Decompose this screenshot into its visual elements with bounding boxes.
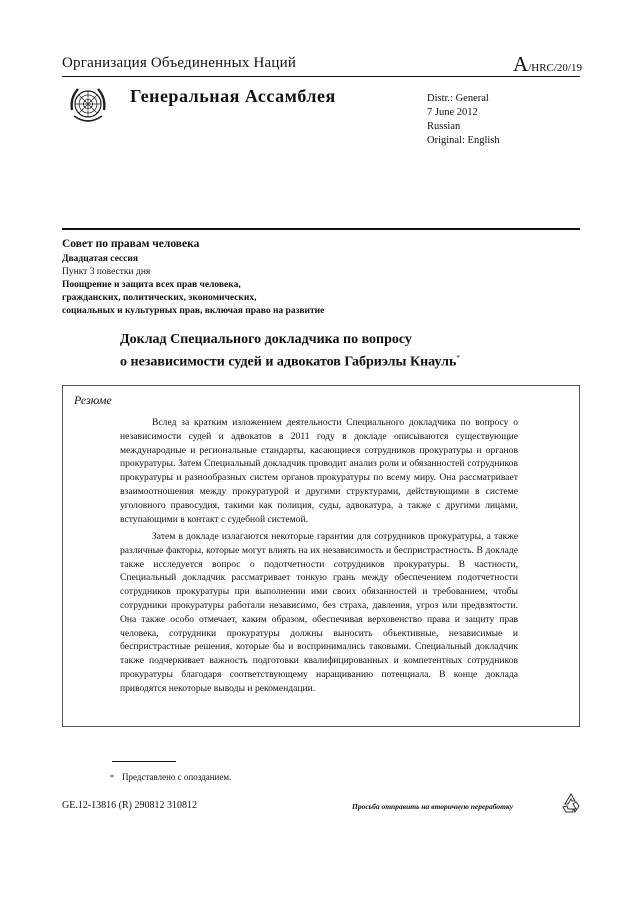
summary-paragraph-1 — [120, 416, 518, 526]
summary-paragraph-2 — [120, 530, 518, 696]
distr-line: Distr.: General — [427, 93, 489, 104]
symbol-code: /HRC/20/19 — [528, 62, 582, 74]
language-line: Russian — [427, 121, 461, 132]
agenda-title-line: Поощрение и защита всех прав человека, — [62, 280, 241, 290]
council-name: Совет по правам человека — [62, 238, 200, 250]
header-thick-rule — [62, 228, 580, 230]
footnote — [110, 772, 231, 782]
recycle-note: Просьба отправить на вторичную переработку — [352, 802, 514, 811]
agenda-title-line: социальных и культурных прав, включая право на развитие — [62, 306, 325, 316]
agenda-title — [62, 279, 422, 318]
symbol-letter: A — [513, 52, 529, 76]
footnote-marker: * — [456, 354, 460, 362]
footnote-rule — [112, 761, 176, 762]
job-number: GE.12-13816 (R) 290812 310812 — [62, 800, 197, 811]
footnote-star: * — [110, 773, 114, 782]
date-line: 7 June 2012 — [427, 107, 478, 118]
summary-label: Резюме — [74, 393, 112, 407]
recycle-icon — [560, 792, 582, 814]
report-title-line: Доклад Специального докладчика по вопросу — [120, 332, 412, 347]
summary-paragraph-2-text: Затем в докладе излагаются некоторые гарантии для сотрудников прокуратуры, а также различные факторы, которые могут влиять на их независимость и беспристрастность. В докладе также исследуется вопрос о подотчетности сотрудников прокуратуры. В частности, Специальный докладчик рассматривает тонкую грань между обеспечением подотчетности сотрудников прокуратуры при выполнении ими своих обязанностей и требованием, чтобы сотрудники прокуратуры работали независимо, без страха, давления, угроз или предвзятости. Она также особо отмечает, каким образом, обеспечивая верховенство права и защиту прав человека, сотрудники прокуратуры должны выносить объективные, независимые и беспристрастные решения, которые бы и воспринимались таковыми. Специальный докладчик также подчеркивает важность подготовки квалифицированных и компетентных сотрудников прокуратуры благодаря соответствующему наращиванию потенциала. В конце доклада приводятся некоторые выводы и рекомендации. — [120, 531, 518, 694]
agenda-item: Пункт 3 повестки дня — [62, 267, 151, 277]
original-line: Original: English — [427, 135, 500, 146]
footnote-text: Представлено с опозданием. — [122, 772, 232, 782]
report-title-text: о независимости судей и адвокатов Габриэлы Кнауль — [120, 354, 457, 370]
un-emblem-icon — [66, 84, 110, 128]
summary-paragraph-1-text: Вслед за кратким изложением деятельности Специального докладчика по вопросу о независимости судей и адвокатов в 2011 году в докладе описываются существующие международные и региональные стандарты, касающиеся сотрудников прокуратуры и органов прокуратуры. Затем Специальный докладчик проводит анализ роли и обязанностей сотрудников прокуратуры и разнообразных систем органов прокуратуры по всему миру. Она рассматривает взаимоотношения между прокуратурой и другими структурами, действующими в системе уголовного правосудия, такими как полиция, суды, адвокатура, а также с другими лицами, вступающими в контакт с судебной системой. — [120, 417, 518, 525]
document-symbol — [513, 52, 582, 77]
assembly-title: Генеральная Ассамблея — [130, 86, 336, 106]
agenda-title-line: гражданских, политических, экономических, — [62, 293, 257, 303]
distribution-block — [427, 92, 500, 148]
organization-name: Организация Объединенных Наций — [62, 55, 297, 71]
report-title-line2 — [120, 349, 560, 372]
report-title — [120, 331, 560, 372]
header-rule — [62, 76, 580, 77]
session-name: Двадцатая сессия — [62, 254, 138, 264]
